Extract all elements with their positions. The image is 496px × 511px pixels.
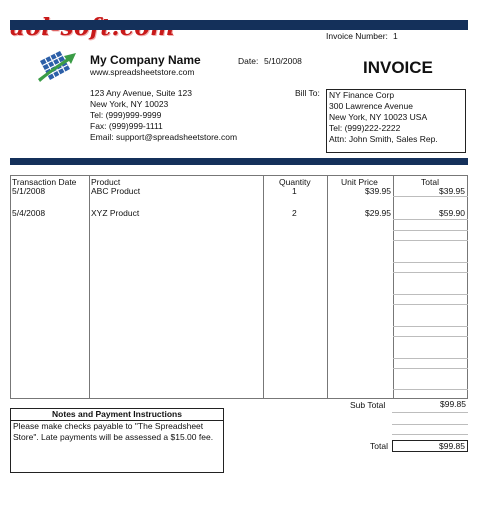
notes-line-1: Please make checks payable to "The Spreadsheet (13, 421, 204, 431)
bill-to-line-3: New York, NY 10023 USA (329, 112, 428, 122)
bill-to-line-4: Tel: (999)222-2222 (329, 123, 401, 133)
header-unit-price: Unit Price (341, 177, 378, 187)
bill-to-line-2: 300 Lawrence Avenue (329, 101, 413, 111)
summary-gridline (392, 434, 468, 435)
total-gridline (393, 230, 468, 231)
company-address (90, 88, 237, 143)
total-gridline (393, 294, 468, 295)
header-bar (10, 20, 468, 30)
row-total: $39.95 (439, 186, 465, 196)
invoice-title: INVOICE (363, 58, 433, 77)
address-line-1: 123 Any Avenue, Suite 123 (90, 88, 192, 98)
row-quantity: 2 (292, 208, 297, 218)
total-gridline (393, 389, 468, 390)
line-items-table (10, 175, 468, 399)
header-quantity: Quantity (279, 177, 311, 187)
spreadsheet-logo-icon (36, 47, 82, 85)
column-divider (327, 176, 328, 398)
row-quantity: 1 (292, 186, 297, 196)
summary-gridline (392, 412, 468, 413)
total-gridline (393, 304, 468, 305)
total-gridline (393, 326, 468, 327)
total-gridline (393, 336, 468, 337)
company-fax: Fax: (999)999-1111 (90, 121, 163, 131)
total-gridline (393, 262, 468, 263)
company-website: www.spreadsheetstore.com (90, 67, 195, 77)
notes-box (10, 408, 224, 473)
bill-to-line-1: NY Finance Corp (329, 90, 395, 100)
column-divider (393, 176, 394, 398)
subtotal-label: Sub Total (350, 400, 386, 410)
row-unit-price: $39.95 (365, 186, 391, 196)
bill-to-line-5: Attn: John Smith, Sales Rep. (329, 134, 438, 144)
date-label: Date: (238, 56, 259, 66)
row-product: XYZ Product (91, 208, 140, 218)
company-name: My Company Name (90, 53, 201, 67)
invoice-number-label: Invoice Number: (326, 31, 388, 41)
total-gridline (393, 358, 468, 359)
summary-gridline (392, 424, 468, 425)
invoice-number: 1 (393, 31, 398, 41)
column-divider (89, 176, 90, 398)
row-unit-price: $29.95 (365, 208, 391, 218)
header-total: Total (421, 177, 439, 187)
header-product: Product (91, 177, 121, 187)
total-gridline (393, 272, 468, 273)
row-date: 5/1/2008 (12, 186, 46, 196)
total-gridline (393, 196, 468, 197)
total-gridline (393, 240, 468, 241)
divider-bar (10, 158, 468, 165)
total-gridline (393, 219, 468, 220)
header-transaction-date: Transaction Date (12, 177, 77, 187)
column-divider (263, 176, 264, 398)
notes-line-2: Store". Late payments will be assessed a $15.00 fee. (13, 432, 214, 442)
row-product: ABC Product (91, 186, 141, 196)
row-total: $59.90 (439, 208, 465, 218)
total-gridline (393, 368, 468, 369)
subtotal-value: $99.85 (440, 399, 466, 409)
total-value: $99.85 (392, 440, 468, 452)
company-tel: Tel: (999)999-9999 (90, 110, 162, 120)
invoice-date: 5/10/2008 (264, 56, 302, 66)
company-email: Email: support@spreadsheetstore.com (90, 132, 238, 142)
bill-to-box (326, 89, 466, 153)
notes-title: Notes and Payment Instructions (11, 409, 223, 421)
row-date: 5/4/2008 (12, 208, 46, 218)
bill-to-label: Bill To: (295, 88, 320, 98)
address-line-2: New York, NY 10023 (90, 99, 169, 109)
total-label: Total (370, 441, 388, 451)
